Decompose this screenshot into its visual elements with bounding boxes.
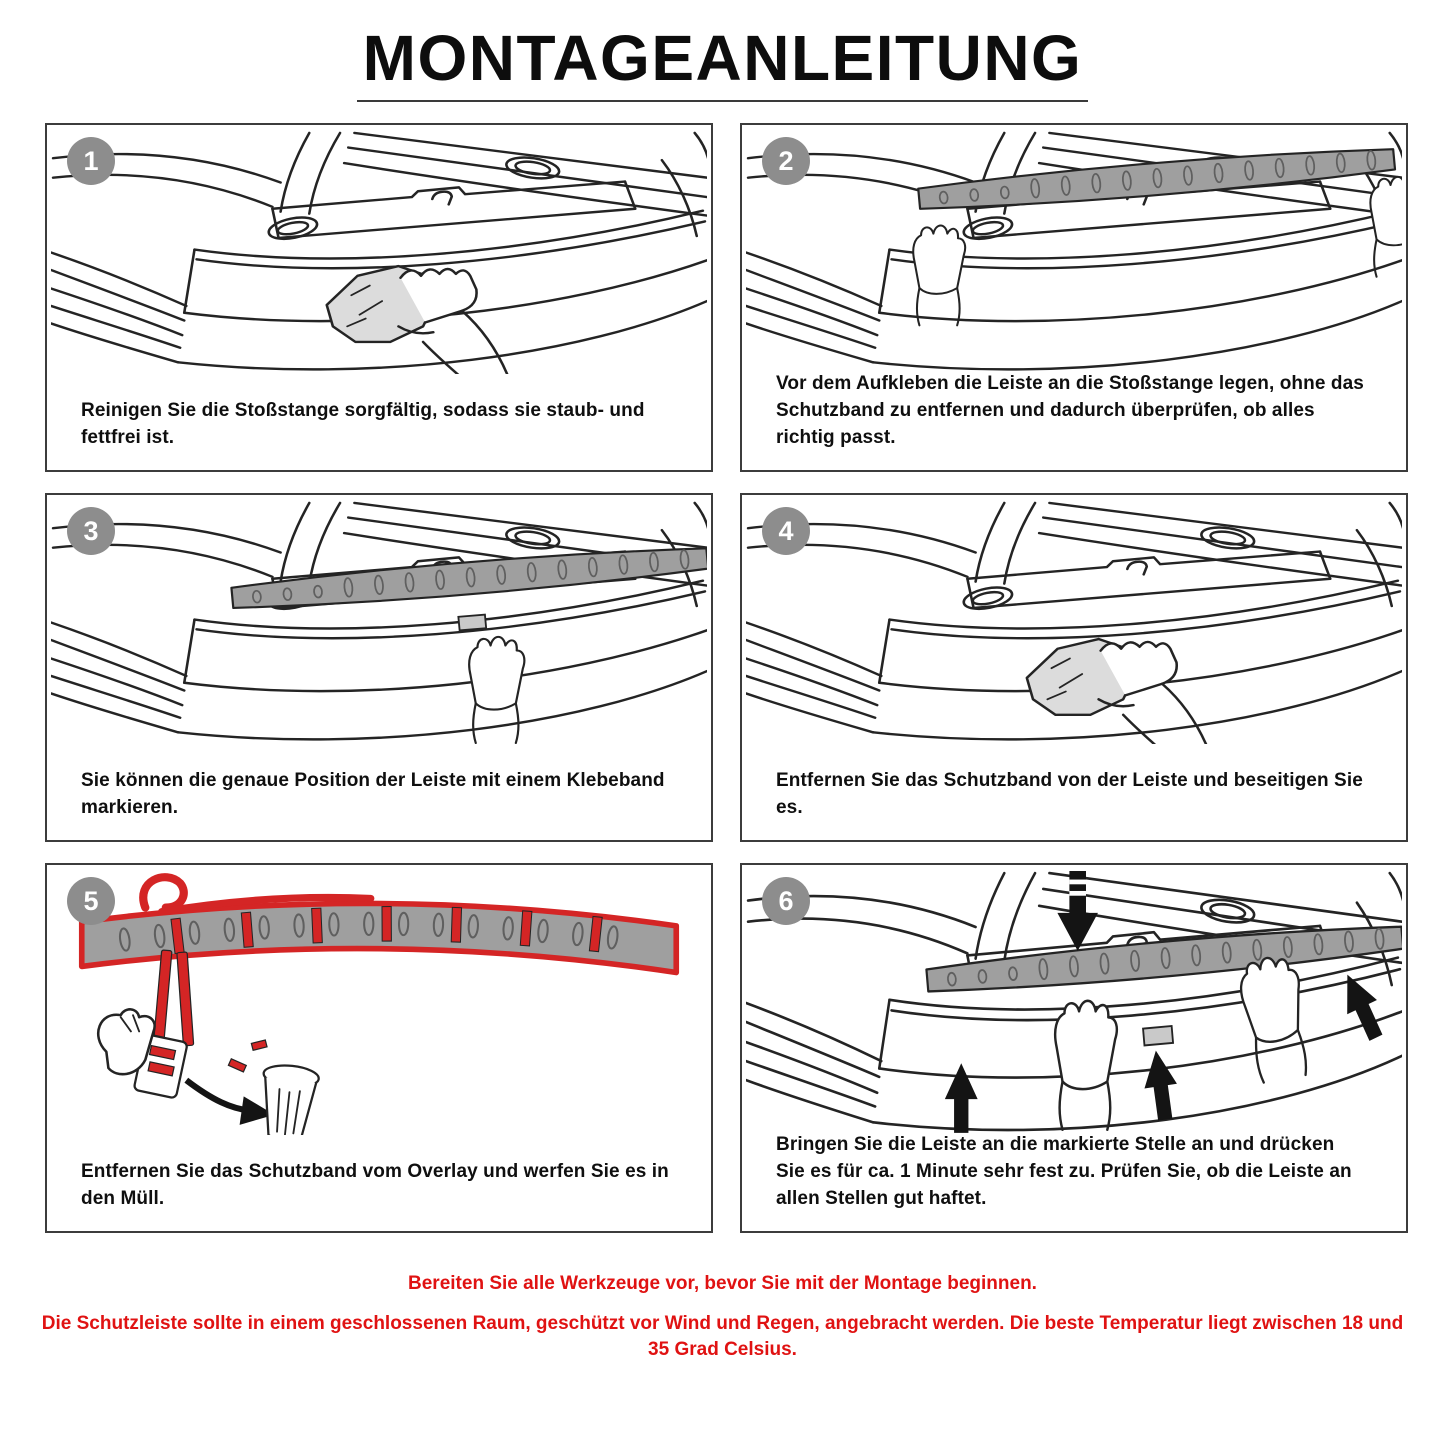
- step-number: 4: [778, 515, 794, 546]
- step-panel-6: [740, 863, 1408, 1233]
- page-title: MONTAGEANLEITUNG: [357, 26, 1089, 102]
- step-number: 3: [83, 515, 99, 546]
- step-number: 5: [83, 885, 99, 916]
- step-number: 6: [778, 885, 794, 916]
- trash-can-icon: [257, 1063, 320, 1135]
- step-panel-3: [45, 493, 713, 842]
- step-2-illustration: [746, 131, 1402, 374]
- instruction-steps-grid: [45, 123, 1408, 1233]
- step-number: 2: [778, 145, 794, 176]
- step-3-illustration: [51, 501, 707, 744]
- masthead: [0, 0, 1445, 102]
- step-number-badge: [762, 137, 810, 185]
- step-number-badge: [762, 507, 810, 555]
- step-caption: Entfernen Sie das Schutzband von der Leiste und beseitigen Sie es.: [776, 770, 1363, 819]
- step-number: 1: [83, 145, 99, 176]
- step-panel-5: [45, 863, 713, 1233]
- step-caption: Bringen Sie die Leiste an die markierte Stelle an und drücken Sie es für ca. 1 Minute sehr fest zu. Prüfen Sie, ob die Leiste an allen Stellen gut haftet.: [776, 1134, 1352, 1210]
- step-caption: Vor dem Aufkleben die Leiste an die Stoßstange legen, ohne das Schutzband zu entfernen und dadurch überprüfen, ob alles richtig passt.: [776, 373, 1364, 449]
- step-caption: Entfernen Sie das Schutzband vom Overlay und werfen Sie es in den Müll.: [81, 1161, 669, 1210]
- step-panel-1: [45, 123, 713, 472]
- red-adhesive-strip-icon: [177, 952, 194, 1046]
- footer-notice-2: Die Schutzleiste sollte in einem geschlossenen Raum, geschützt vor Wind und Regen, angebracht werden. Die beste Temperatur liegt zwischen 18 und 35 Grad Celsius.: [41, 1313, 1404, 1360]
- step-caption: Reinigen Sie die Stoßstange sorgfältig, sodass sie staub- und fettfrei ist.: [81, 400, 645, 449]
- red-adhesive-strip-icon: [154, 950, 172, 1044]
- step-caption: Sie können die genaue Position der Leiste mit einem Klebeband markieren.: [81, 770, 665, 819]
- hand-discard-illustration: [98, 950, 320, 1135]
- step-number-badge: [67, 507, 115, 555]
- step-number-badge: [762, 877, 810, 925]
- step-number-badge: [67, 137, 115, 185]
- footer-notice-1: Bereiten Sie alle Werkzeuge vor, bevor Sie mit der Montage beginnen.: [408, 1273, 1037, 1294]
- marking-tape-icon: [1143, 1026, 1173, 1045]
- step-panel-4: [740, 493, 1408, 842]
- marking-tape-icon: [458, 615, 486, 631]
- step-4-illustration: [746, 501, 1402, 744]
- step-6-illustration: [746, 871, 1402, 1135]
- footer-notices: [0, 1273, 1445, 1362]
- step-5-illustration: [51, 871, 707, 1135]
- step-1-illustration: [51, 131, 707, 374]
- step-number-badge: [67, 877, 115, 925]
- step-panel-2: [740, 123, 1408, 472]
